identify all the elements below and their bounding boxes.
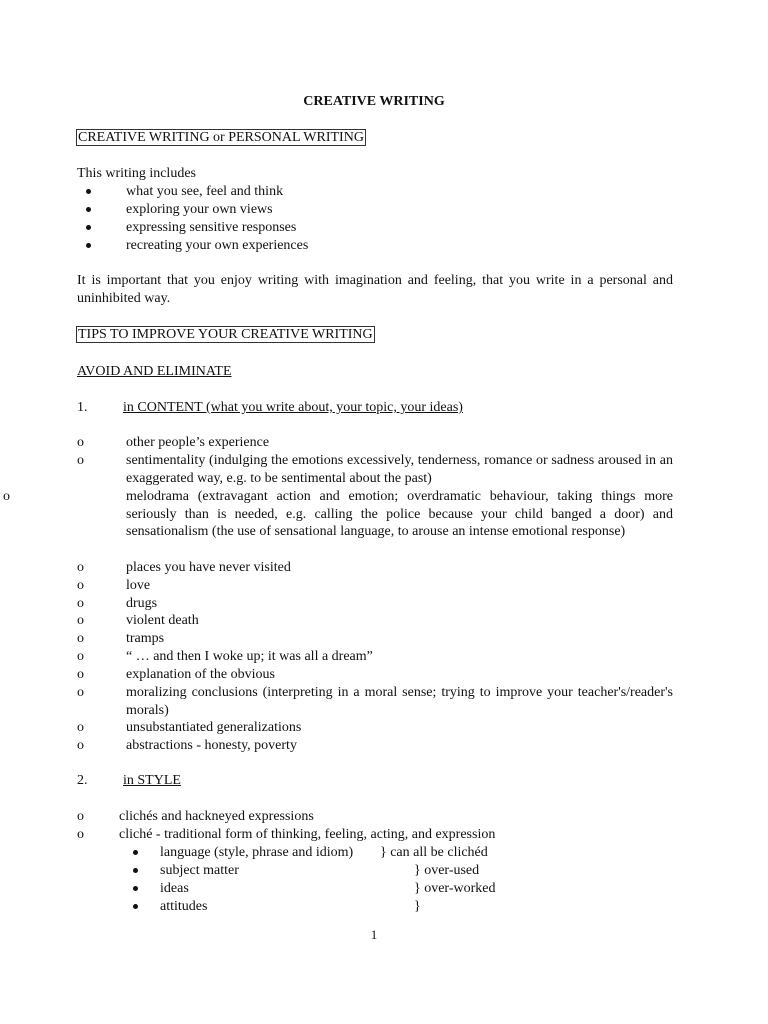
circle-bullet-icon: o	[3, 489, 10, 504]
list-item-text: love	[126, 578, 151, 593]
list-item-text: violent death	[126, 613, 199, 628]
circle-bullet-icon: o	[77, 685, 84, 700]
circle-bullet-icon: o	[77, 613, 84, 628]
bullet-icon	[133, 868, 138, 873]
content-section-number: 1.	[77, 400, 88, 415]
cliche-kind-note: }	[414, 899, 421, 914]
bullet-icon	[133, 886, 138, 891]
style-section-number: 2.	[77, 773, 88, 788]
list-item-text: cliché - traditional form of thinking, feeling, acting, and expression	[119, 827, 496, 842]
list-item-text: exploring your own views	[126, 202, 273, 217]
cliche-kind-name: ideas	[160, 881, 189, 896]
bullet-icon	[86, 207, 91, 212]
section-heading-tips	[76, 326, 375, 343]
list-item-text: clichés and hackneyed expressions	[119, 809, 314, 824]
list-item-text: tramps	[126, 631, 165, 646]
list-item-text: melodrama (extravagant action and emotion; overdramatic behaviour, taking things more seriously than is needed, e.g. calling the police because your child banged a door) and sensationalism (the use of sensational language, to arouse an intense emotional response)	[126, 489, 673, 540]
circle-bullet-icon: o	[77, 631, 84, 646]
list-item-text: sentimentality (indulging the emotions excessively, tenderness, romance or sadness aroused in an exaggerated way, e.g. to be sentimental about the past)	[126, 453, 673, 486]
list-item-text: other people’s experience	[126, 435, 270, 450]
list-item-text: abstractions - honesty, poverty	[126, 738, 297, 753]
cliche-kind-name: attitudes	[160, 899, 208, 914]
content-section-label: in CONTENT (what you write about, your topic, your ideas)	[123, 400, 463, 415]
circle-bullet-icon: o	[77, 827, 84, 842]
intro-text: This writing includes	[77, 166, 196, 181]
list-item-text: what you see, feel and think	[126, 184, 284, 199]
cliche-kind-note: } over-used	[414, 863, 480, 878]
circle-bullet-icon: o	[77, 667, 84, 682]
avoid-heading: AVOID AND ELIMINATE	[77, 364, 232, 379]
bullet-icon	[86, 189, 91, 194]
section-heading-text: TIPS TO IMPROVE YOUR CREATIVE WRITING	[78, 327, 373, 342]
important-paragraph: It is important that you enjoy writing with imagination and feeling, that you write in a personal and uninhibited way.	[77, 273, 673, 306]
cliche-kind-note: } can all be clichéd	[380, 845, 488, 860]
cliche-kind-note: } over-worked	[414, 881, 496, 896]
section-heading-text: CREATIVE WRITING or PERSONAL WRITING	[78, 130, 364, 145]
list-item-text: drugs	[126, 596, 158, 611]
bullet-icon	[133, 850, 138, 855]
circle-bullet-icon: o	[77, 578, 84, 593]
style-section-label: in STYLE	[123, 773, 181, 788]
bullet-icon	[133, 904, 138, 909]
circle-bullet-icon: o	[77, 560, 84, 575]
circle-bullet-icon: o	[77, 738, 84, 753]
circle-bullet-icon: o	[77, 809, 84, 824]
list-item-text: recreating your own experiences	[126, 238, 309, 253]
cliche-kind-name: subject matter	[160, 863, 239, 878]
list-item-text: places you have never visited	[126, 560, 291, 575]
circle-bullet-icon: o	[77, 596, 84, 611]
list-item-text: explanation of the obvious	[126, 667, 275, 682]
circle-bullet-icon: o	[77, 453, 84, 468]
page-title: CREATIVE WRITING	[303, 94, 445, 109]
list-item-text: unsubstantiated generalizations	[126, 720, 302, 735]
circle-bullet-icon: o	[77, 649, 84, 664]
list-item-text: “ … and then I woke up; it was all a dream”	[126, 649, 373, 664]
list-item-text: moralizing conclusions (interpreting in a moral sense; trying to improve your teacher's/reader's morals)	[126, 685, 673, 718]
circle-bullet-icon: o	[77, 435, 84, 450]
list-item-text: expressing sensitive responses	[126, 220, 297, 235]
cliche-kind-name: language (style, phrase and idiom)	[160, 845, 354, 860]
bullet-icon	[86, 225, 91, 230]
circle-bullet-icon: o	[77, 720, 84, 735]
bullet-icon	[86, 243, 91, 248]
section-heading-creative-writing	[76, 129, 366, 146]
page-number: 1	[370, 927, 378, 942]
